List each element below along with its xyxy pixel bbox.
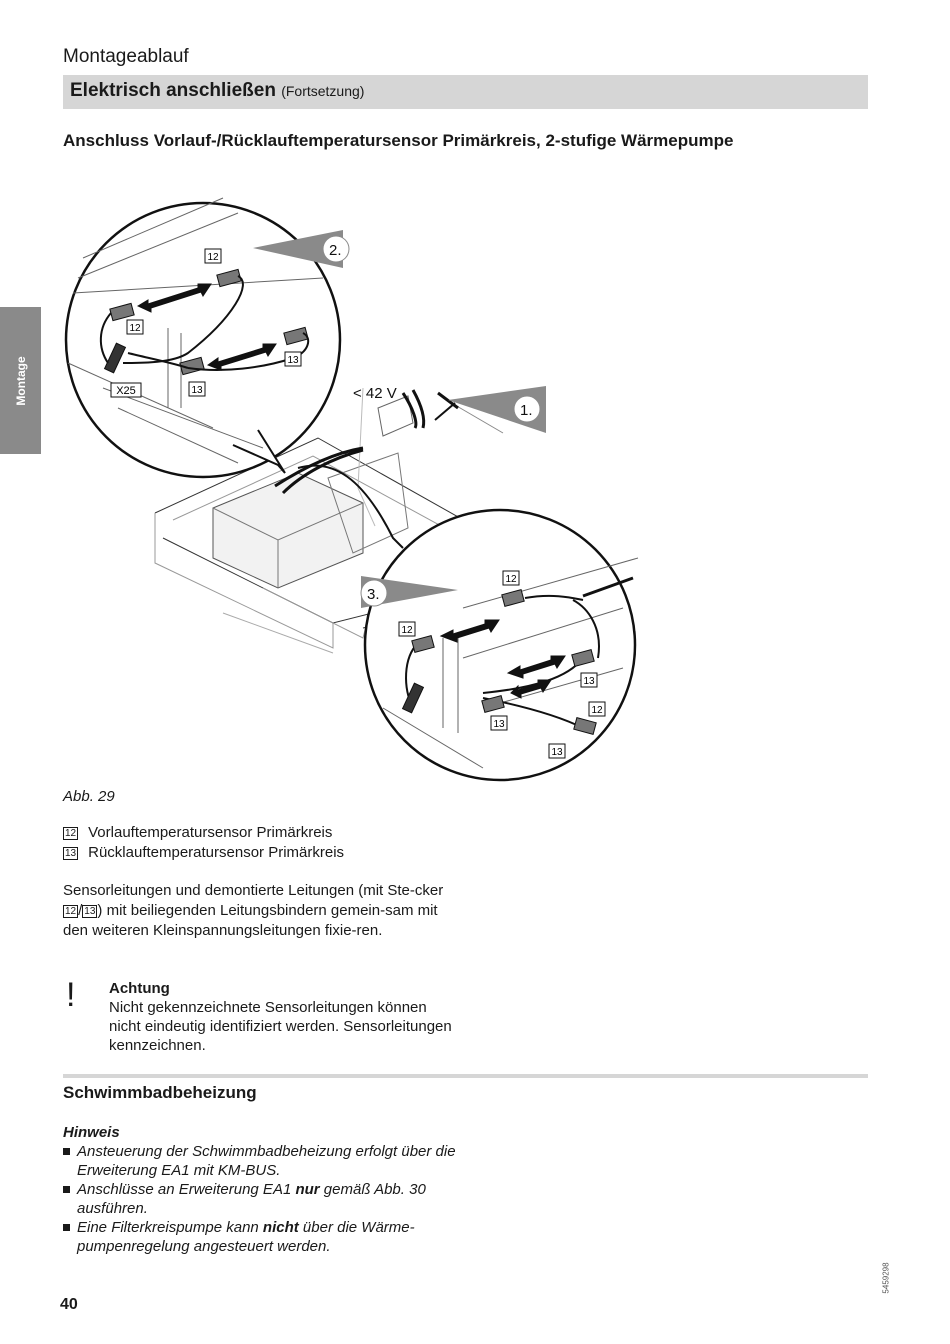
num-12-c: 12 [505,574,517,585]
num-12-e: 12 [591,705,603,716]
step-1-label: 1. [520,402,533,419]
note-item [63,1180,463,1218]
num-13-c: 13 [583,676,595,687]
legend-text: Rücklauftemperatursensor Primärkreis [88,844,345,861]
note-item-text: Ansteuerung der Schwimmbadbeheizung erfolgt über die Erweiterung EA1 mit KM-BUS. [77,1143,456,1179]
num-13-a: 13 [287,355,299,366]
note-item-text: gemäß Abb. 30 ausführen. [77,1181,426,1217]
header-title: Montageablauf [63,46,189,67]
note-title: Hinweis [63,1124,120,1141]
num-12-a: 12 [207,252,219,263]
note-list [63,1142,463,1256]
voltage-label: < 42 V [353,385,397,402]
legend [63,823,344,863]
note-item-emphasis: nur [295,1181,320,1198]
bullet-icon [63,1224,70,1231]
legend-number: 13 [65,847,77,859]
warning-text: Nicht gekennzeichnete Sensorleitungen können nicht eindeutig identifiziert werden. Sensorleitungen kennzeichnen. [109,999,452,1054]
page-number: 40 [60,1296,78,1313]
paragraph-sep: / [78,902,83,919]
note-item-text: Anschlüsse an Erweiterung EA1 [77,1181,296,1198]
legend-text: Vorlauftemperatursensor Primärkreis [88,824,333,841]
step-2-label: 2. [329,242,342,259]
warning-block [109,979,459,1055]
note-item-text: über die Wärme-pumpenregelung angesteuert werden. [77,1219,415,1255]
subsection-title: Anschluss Vorlauf-/Rücklauftemperatursensor Primärkreis, 2-stufige Wärmepumpe [63,131,734,150]
paragraph-num-b: 13 [84,906,96,917]
section-title [70,80,364,102]
section-title-text: Elektrisch anschließen [70,80,276,101]
step-3-label: 3. [367,586,380,603]
bullet-icon [63,1148,70,1155]
legend-number: 12 [65,827,77,839]
detail-circle-bottom [365,510,635,780]
note-item-emphasis: nicht [262,1219,299,1236]
connector-x25-label: X25 [116,385,136,397]
note-item-text: Eine Filterkreispumpe kann [77,1219,263,1236]
section-subtitle: (Fortsetzung) [281,83,365,99]
section-divider [63,1074,868,1078]
num-12-d: 12 [401,625,413,636]
legend-item [63,823,344,843]
paragraph-part-2: ) mit beiliegenden Leitungsbindern gemein-sam mit den weiteren Kleinspannungsleitungen fixie-ren. [63,902,438,939]
pool-heating-title: Schwimmbadbeheizung [63,1083,257,1102]
document-number [876,1258,896,1298]
installation-diagram [63,168,648,788]
side-tab-label: Montage [13,355,28,406]
num-13-d: 13 [493,719,505,730]
num-12-b: 12 [129,323,141,334]
document-number-text: 5459298 [881,1262,891,1294]
num-13-e: 13 [551,747,563,758]
legend-item [63,843,344,863]
note-item [63,1142,463,1180]
paragraph-num-a: 12 [65,906,77,917]
bullet-icon [63,1186,70,1193]
warning-icon: ! [66,976,76,1014]
num-13-b: 13 [191,385,203,396]
instruction-paragraph [63,881,453,941]
paragraph-part-1: Sensorleitungen und demontierte Leitungen (mit Ste-cker [63,882,444,899]
note-item [63,1218,463,1256]
warning-title: Achtung [109,980,170,997]
figure-caption: Abb. 29 [63,788,115,805]
side-tab [0,307,41,454]
